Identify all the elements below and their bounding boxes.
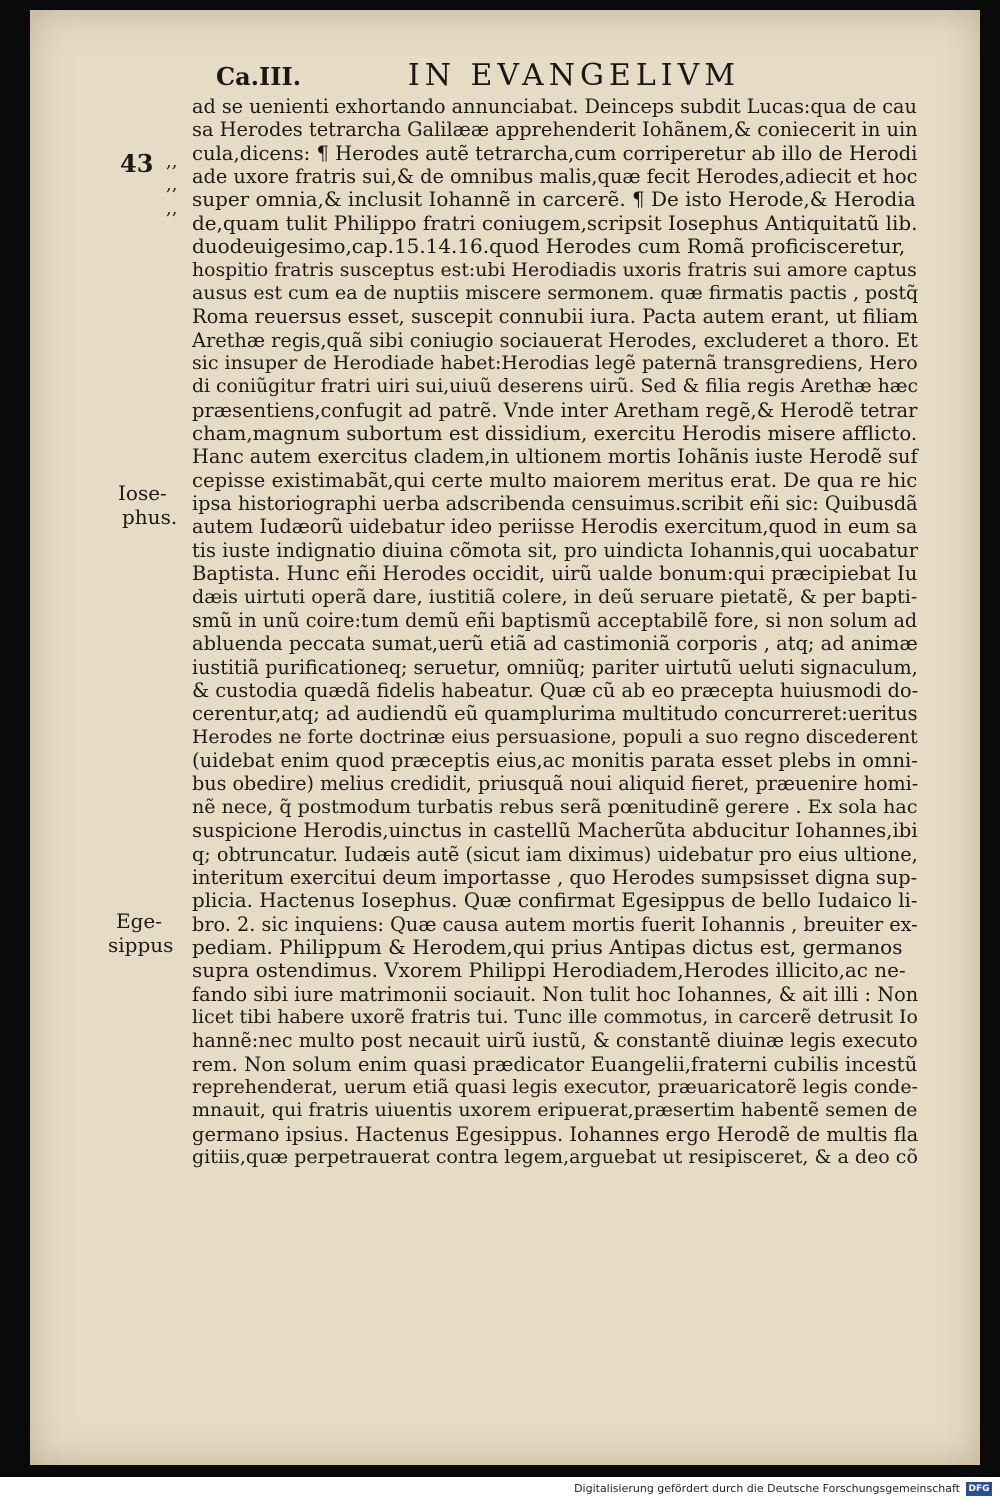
text-line: q; obtruncatur. Iudæis autẽ (sicut iam diximus) uidebatur pro eius ultione, (192, 842, 918, 866)
text-line: interitum exercitui deum importasse , quo Herodes sumpsisset digna sup- (192, 865, 918, 889)
text-line: bro. 2. sic inquiens: Quæ causa autem mortis fuerit Iohannis , breuiter ex- (192, 912, 918, 936)
margin-note-egesippus-1: Ege- (116, 909, 162, 933)
text-line: mnauit, qui fratris uiuentis uxorem eripuerat,præsertim habentẽ semen de (192, 1099, 918, 1122)
text-line: Herodes ne forte doctrinæ eius persuasione, populi a suo regno discederent (192, 726, 918, 748)
margin-note-josephus-1: Iose- (118, 481, 167, 505)
text-line: iustitiã purificationeq; seruetur, omniũq; pariter uirtutũ ueluti signaculum, (192, 655, 918, 679)
quote-marks (166, 150, 190, 220)
text-line: di coniũgitur fratri uiri sui,uiuũ deserens uirũ. Sed & filia regis Arethæ hæc (192, 376, 919, 398)
text-line: cepisse existimabãt,qui certe multo maiorem meritus erat. De qua re hic (192, 468, 918, 492)
text-line: pediam. Philippum & Herodem,qui prius Antipas dictus est, germanos (192, 935, 903, 959)
text-line: cula,dicens: ¶ Herodes autẽ tetrarcha,cum corriperetur ab illo de Herodi (192, 141, 918, 165)
text-line: ipsa historiographi uerba adscribenda censuimus.scribit eñi sic: Quibusdã (192, 492, 918, 516)
text-line: reprehenderat, uerum etiã quasi legis executor, præuaricatorẽ legis conde- (192, 1076, 918, 1099)
quote-mark: ,, (166, 174, 178, 196)
text-line: sa Herodes tetrarcha Galilææ apprehenderit Iohãnem,& coniecerit in uin (192, 118, 918, 142)
text-line: cham,magnum subortum est dissidium, exercitu Herodis misere afflicto. (192, 422, 918, 446)
text-line: plicia. Hactenus Iosephus. Quæ confirmat Egesippus de bello Iudaico li- (192, 889, 918, 913)
text-line: duodeuigesimo,cap.15.14.16.quod Herodes cum Romã proficisceretur, (192, 235, 906, 259)
text-line: rem. Non solum enim quasi prædicator Euangelii,fraterni cubilis incestũ (192, 1052, 918, 1076)
text-line: (uidebat enim quod præceptis eius,ac monitis parata esset plebs in omni- (192, 749, 918, 773)
chapter-marker: Ca.III. (216, 62, 302, 91)
text-line: tis iuste indignatio diuina cõmota sit, pro uindicta Iohannis,qui uocabatur (192, 538, 919, 562)
text-line: ade uxore fratris sui,& de omnibus malis,quæ fecit Herodes,adiecit et hoc (192, 165, 918, 189)
page-header (216, 58, 890, 96)
text-line: Roma reuersus esset, suscepit connubii iura. Pacta autem erant, ut filiam (192, 305, 919, 329)
text-line: super omnia,& inclusit Iohannẽ in carcerẽ. ¶ De isto Herode,& Herodia (192, 188, 916, 212)
text-line: & custodia quædã fidelis habeatur. Quæ cũ ab eo præcepta huiusmodi do- (192, 678, 919, 702)
text-line: fando sibi iure matrimonii sociauit. Non tulit hoc Iohannes, & ait illi : Non (192, 982, 919, 1006)
text-line: Hanc autem exercitus cladem,in ultionem mortis Iohãnis iuste Herodẽ suf (192, 445, 918, 469)
footer-bar (0, 1477, 1000, 1499)
text-line: ausus est cum ea de nuptiis miscere sermonem. quæ firmatis pactis , postq̃ (192, 281, 919, 304)
text-line: cerentur,atq; ad audiendũ eũ quamplurima multitudo concurreret:ueritus (192, 702, 918, 726)
text-line: autem Iudæorũ uidebatur ideo periisse Herodis exercitum,quod in eum sa (192, 515, 918, 539)
margin-note-josephus-2: phus. (122, 505, 178, 529)
text-line: Baptista. Hunc eñi Herodes occidit, uirũ ualde bonum:qui præcipiebat Iu (192, 562, 918, 586)
running-title: IN EVANGELIVM (407, 58, 740, 93)
quote-mark: ,, (166, 197, 178, 219)
text-line: Arethæ regis,quã sibi coniugio sociauerat Herodes, excluderet a thoro. Et (192, 328, 918, 352)
margin-note-egesippus-2: sippus (108, 933, 174, 957)
text-line: præsentiens,confugit ad patrẽ. Vnde inter Aretham regẽ,& Herodẽ tetrar (192, 398, 918, 422)
text-line: hospitio fratris susceptus est:ubi Herodiadis uxoris fratris sui amore captus (192, 258, 917, 281)
body-text (192, 95, 920, 1170)
text-line: sic insuper de Herodiade habet:Herodias legẽ paternã transgrediens, Hero (192, 351, 918, 374)
footer-credit: Digitalisierung gefördert durch die Deutsche Forschungsgemeinschaft (574, 1482, 960, 1495)
text-line: nẽ nece, q̃ postmodum turbatis rebus serã pœnitudinẽ gerere . Ex sola hac (192, 795, 918, 818)
text-line: bus obedire) melius credidit, priusquã noui aliquid fieret, præuenire homi- (192, 772, 919, 796)
verse-number: 43 (120, 149, 154, 178)
text-line: ad se uenienti exhortando annunciabat. Deinceps subdit Lucas:qua de cau (192, 95, 917, 118)
text-line: suspicione Herodis,uinctus in castellũ Macherũta abducitur Iohannes,ibi (192, 819, 918, 843)
dfg-logo: DFG (966, 1482, 992, 1496)
quote-mark: ,, (166, 151, 178, 172)
text-line: de,quam tulit Philippo fratri coniugem,scripsit Iosephus Antiquitatũ lib. (192, 211, 918, 235)
text-line: licet tibi habere uxorẽ fratris tui. Tunc ille commotus, in carcerẽ detrusit Io (192, 1006, 918, 1029)
text-line: hannẽ:nec multo post necauit uirũ iustũ, & constantẽ diuinæ legis executo (192, 1029, 918, 1053)
text-line: germano ipsius. Hactenus Egesippus. Iohannes ergo Herodẽ de multis fla (192, 1122, 919, 1146)
text-line: supra ostendimus. Vxorem Philippi Herodiadem,Herodes illicito,ac ne- (192, 959, 906, 983)
text-line: gitiis,quæ perpetrauerat contra legem,arguebat ut resipisceret, & a deo cõ (192, 1146, 918, 1169)
text-line: smũ in unũ coire:tum demũ eñi baptismũ acceptabilẽ fore, si non solum ad (192, 608, 918, 632)
text-line: dæis uirtuti operã dare, iustitiã colere, in deũ seruare pietatẽ, & per bapti- (192, 585, 918, 608)
text-line: abluenda peccata sumat,uerũ etiã ad castimoniã corporis , atq; ad animæ (192, 632, 918, 656)
